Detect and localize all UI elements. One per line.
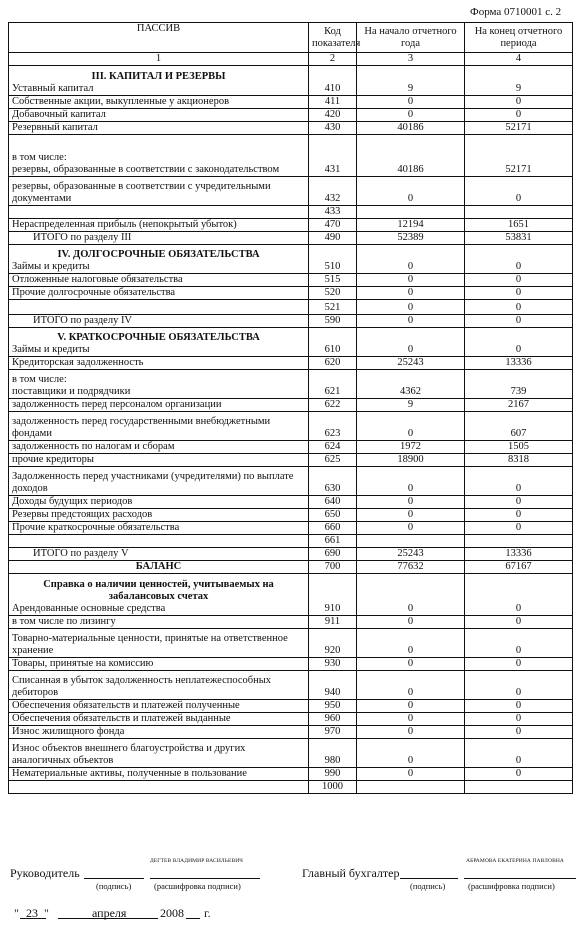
table-row (9, 66, 573, 96)
row-name: Собственные акции, выкупленные у акционеров (12, 96, 230, 107)
form-number: Форма 0710001 с. 2 (470, 6, 562, 18)
row-start-value: 0 (357, 509, 465, 522)
row-start-value: 25243 (357, 357, 465, 370)
section-title: Справка о наличии ценностей, учитываемых на забалансовых счетах (43, 579, 274, 602)
row-name-cell (9, 412, 309, 441)
row-start-value: 0 (357, 713, 465, 726)
row-end-value: 0 (465, 629, 573, 658)
date-day: 23 (26, 906, 38, 920)
row-name-cell (9, 548, 309, 561)
accountant-signature-line (400, 878, 458, 879)
row-name-cell (9, 66, 309, 96)
row-end-value: 0 (465, 315, 573, 328)
row-name-cell (9, 700, 309, 713)
row-start-value: 40186 (357, 122, 465, 135)
row-start-value: 1972 (357, 441, 465, 454)
row-code: 621 (309, 370, 357, 399)
header-num: 3 (357, 53, 465, 66)
row-name-cell (9, 467, 309, 496)
row-start-value: 0 (357, 496, 465, 509)
table-row (9, 454, 573, 467)
row-name: Займы и кредиты (12, 344, 90, 355)
row-end-value: 53831 (465, 232, 573, 245)
row-code: 590 (309, 315, 357, 328)
row-name-cell (9, 441, 309, 454)
date-open-quote: " (14, 906, 19, 920)
row-start-value: 4362 (357, 370, 465, 399)
table-row (9, 629, 573, 658)
table-row (9, 671, 573, 700)
table-row (9, 399, 573, 412)
row-name: Арендованные основные средства (12, 603, 166, 614)
row-start-value: 0 (357, 700, 465, 713)
table-row (9, 441, 573, 454)
row-name: в том числе по лизингу (12, 616, 116, 627)
row-name: Списанная в убыток задолженность неплатежеспособных дебиторов (12, 675, 272, 698)
row-start-value: 40186 (357, 135, 465, 177)
row-name: Займы и кредиты (12, 261, 90, 272)
table-row (9, 616, 573, 629)
accountant-name: АБРАМОВА ЕКАТЕРИНА ПАВЛОВНА (466, 858, 564, 864)
row-code: 470 (309, 219, 357, 232)
row-name: задолженность перед персоналом организации (12, 399, 222, 410)
table-row (9, 287, 573, 300)
row-code: 911 (309, 616, 357, 629)
row-start-value: 0 (357, 658, 465, 671)
row-name-cell (9, 177, 309, 206)
row-name: задолженность перед государственными внебюджетными фондами (12, 416, 271, 439)
header-num: 1 (9, 53, 309, 66)
row-end-value: 0 (465, 768, 573, 781)
row-name-cell (9, 274, 309, 287)
row-end-value: 0 (465, 245, 573, 274)
header-start: На начало отчетного года (357, 23, 465, 53)
row-code: 624 (309, 441, 357, 454)
row-name: Задолженность перед участниками (учредителями) по выплате доходов (12, 471, 294, 494)
row-name: ИТОГО по разделу V (33, 548, 129, 559)
table-row (9, 328, 573, 357)
section-title: V. КРАТКОСРОЧНЫЕ ОБЯЗАТЕЛЬСТВА (57, 332, 260, 343)
accountant-label: Главный бухгалтер (302, 866, 400, 880)
row-name: в том числе: поставщики и подрядчики (12, 374, 131, 397)
row-name-cell (9, 671, 309, 700)
table-row (9, 509, 573, 522)
row-code: 610 (309, 328, 357, 357)
row-name: Нематериальные активы, полученные в пользование (12, 768, 247, 779)
row-name: прочие кредиторы (12, 454, 94, 465)
row-name: ИТОГО по разделу IV (33, 315, 133, 326)
row-code: 650 (309, 509, 357, 522)
row-end-value: 0 (465, 713, 573, 726)
table-row (9, 535, 573, 548)
row-name-cell (9, 370, 309, 399)
date-year: 2008 (160, 906, 184, 920)
row-start-value: 0 (357, 287, 465, 300)
row-start-value: 0 (357, 96, 465, 109)
row-name: Товары, принятые на комиссию (12, 658, 154, 669)
date-day-line (20, 918, 46, 919)
row-name: Обеспечения обязательств и платежей выданные (12, 713, 231, 724)
head-decode-caption: (расшифровка подписи) (154, 881, 241, 891)
row-end-value: 2167 (465, 399, 573, 412)
date-year-line (186, 918, 200, 919)
row-end-value: 0 (465, 509, 573, 522)
row-end-value: 52171 (465, 122, 573, 135)
row-name-cell (9, 399, 309, 412)
row-code: 640 (309, 496, 357, 509)
row-code: 990 (309, 768, 357, 781)
row-end-value: 0 (465, 739, 573, 768)
row-name-cell (9, 109, 309, 122)
row-start-value: 0 (357, 274, 465, 287)
row-start-value: 52389 (357, 232, 465, 245)
table-row (9, 574, 573, 616)
table-row (9, 315, 573, 328)
accountant-decode-caption: (расшифровка подписи) (468, 881, 555, 891)
row-name-cell (9, 454, 309, 467)
row-end-value: 13336 (465, 357, 573, 370)
row-name: Нераспределенная прибыль (непокрытый убыток) (12, 219, 237, 230)
table-row (9, 768, 573, 781)
row-name-cell (9, 357, 309, 370)
row-end-value: 0 (465, 109, 573, 122)
row-code: 661 (309, 535, 357, 548)
row-code: 950 (309, 700, 357, 713)
header-code: Код показателя (309, 23, 357, 53)
row-end-value: 1505 (465, 441, 573, 454)
row-end-value: 0 (465, 300, 573, 315)
table-row (9, 135, 573, 177)
table-row (9, 522, 573, 535)
row-end-value: 67167 (465, 561, 573, 574)
date-close-quote: " (44, 906, 49, 920)
row-code: 660 (309, 522, 357, 535)
row-code: 630 (309, 467, 357, 496)
row-name: Резервы предстоящих расходов (12, 509, 153, 520)
row-end-value: 9 (465, 66, 573, 96)
row-code: 980 (309, 739, 357, 768)
row-end-value: 0 (465, 574, 573, 616)
row-code: 510 (309, 245, 357, 274)
row-end-value: 0 (465, 522, 573, 535)
date-month: апреля (92, 906, 127, 920)
head-signature-caption: (подпись) (96, 881, 132, 891)
table-row (9, 177, 573, 206)
row-end-value: 0 (465, 96, 573, 109)
row-start-value (357, 206, 465, 219)
row-name: Кредиторская задолженность (12, 357, 144, 368)
row-code: 910 (309, 574, 357, 616)
row-end-value: 0 (465, 177, 573, 206)
row-end-value: 0 (465, 726, 573, 739)
row-end-value: 1651 (465, 219, 573, 232)
row-end-value: 607 (465, 412, 573, 441)
row-end-value: 0 (465, 328, 573, 357)
table-row (9, 357, 573, 370)
row-name: БАЛАНС (135, 561, 182, 572)
row-start-value: 0 (357, 768, 465, 781)
row-start-value: 0 (357, 616, 465, 629)
row-name: Износ объектов внешнего благоустройства и других аналогичных объектов (12, 743, 246, 766)
head-label: Руководитель (10, 866, 80, 880)
head-signature-line (84, 878, 144, 879)
row-code: 920 (309, 629, 357, 658)
row-name-cell (9, 328, 309, 357)
row-code: 625 (309, 454, 357, 467)
row-name: Прочие долгосрочные обязательства (12, 287, 176, 298)
row-code: 410 (309, 66, 357, 96)
table-row (9, 96, 573, 109)
table-body (9, 66, 573, 794)
table-row (9, 219, 573, 232)
table-row (9, 548, 573, 561)
accountant-signature-caption: (подпись) (410, 881, 446, 891)
row-name-cell (9, 206, 309, 219)
row-end-value: 0 (465, 671, 573, 700)
row-start-value: 12194 (357, 219, 465, 232)
header-num: 2 (309, 53, 357, 66)
table-row (9, 122, 573, 135)
row-name-cell (9, 245, 309, 274)
row-name: ИТОГО по разделу III (33, 232, 132, 243)
row-name: Резервный капитал (12, 122, 98, 133)
row-name-cell (9, 219, 309, 232)
row-name-cell (9, 522, 309, 535)
table-row (9, 206, 573, 219)
row-name-cell (9, 726, 309, 739)
table-row (9, 245, 573, 274)
row-end-value: 0 (465, 467, 573, 496)
row-name-cell (9, 287, 309, 300)
table-row (9, 781, 573, 794)
row-name-cell (9, 96, 309, 109)
row-code: 420 (309, 109, 357, 122)
row-name-cell (9, 616, 309, 629)
row-name-cell (9, 781, 309, 794)
accountant-decode-line (464, 878, 576, 879)
section-title: IV. ДОЛГОСРОЧНЫЕ ОБЯЗАТЕЛЬСТВА (57, 249, 260, 260)
row-code: 970 (309, 726, 357, 739)
table-row (9, 300, 573, 315)
row-name: в том числе: резервы, образованные в соответствии с законодательством (12, 152, 280, 175)
row-start-value: 18900 (357, 454, 465, 467)
row-name: Доходы будущих периодов (12, 496, 133, 507)
table-row (9, 713, 573, 726)
row-name-cell (9, 135, 309, 177)
row-end-value: 0 (465, 700, 573, 713)
row-start-value: 0 (357, 467, 465, 496)
row-end-value: 13336 (465, 548, 573, 561)
table-row (9, 496, 573, 509)
row-start-value: 0 (357, 412, 465, 441)
row-name-cell (9, 574, 309, 616)
row-end-value: 8318 (465, 454, 573, 467)
row-end-value (465, 535, 573, 548)
table-row (9, 726, 573, 739)
row-code: 622 (309, 399, 357, 412)
row-name-cell (9, 496, 309, 509)
row-name-cell (9, 300, 309, 315)
row-name: Отложенные налоговые обязательства (12, 274, 183, 285)
row-name: резервы, образованные в соответствии с учредительными документами (12, 181, 271, 204)
head-name: ДЕГТЕВ ВЛАДИМИР ВАСИЛЬЕВИЧ (150, 858, 243, 864)
row-start-value: 9 (357, 399, 465, 412)
row-start-value (357, 781, 465, 794)
row-code: 432 (309, 177, 357, 206)
row-name-cell (9, 509, 309, 522)
row-name-cell (9, 768, 309, 781)
table-row (9, 561, 573, 574)
row-code: 430 (309, 122, 357, 135)
row-start-value: 0 (357, 245, 465, 274)
row-start-value: 0 (357, 328, 465, 357)
row-end-value: 0 (465, 274, 573, 287)
table-row (9, 412, 573, 441)
head-decode-line (150, 878, 260, 879)
row-code: 960 (309, 713, 357, 726)
table-row (9, 739, 573, 768)
row-end-value (465, 781, 573, 794)
liabilities-table (8, 22, 573, 794)
row-start-value: 0 (357, 315, 465, 328)
row-name: Износ жилищного фонда (12, 726, 125, 737)
row-name-cell (9, 561, 309, 574)
row-name-cell (9, 629, 309, 658)
row-start-value: 0 (357, 739, 465, 768)
row-start-value: 0 (357, 726, 465, 739)
row-start-value: 0 (357, 522, 465, 535)
row-name-cell (9, 535, 309, 548)
table-row (9, 370, 573, 399)
row-name: Товарно-материальные ценности, принятые на ответственное хранение (12, 633, 288, 656)
row-start-value: 0 (357, 300, 465, 315)
row-code: 930 (309, 658, 357, 671)
row-end-value: 0 (465, 496, 573, 509)
table-row (9, 658, 573, 671)
row-code: 623 (309, 412, 357, 441)
row-code: 520 (309, 287, 357, 300)
row-start-value: 77632 (357, 561, 465, 574)
row-start-value: 9 (357, 66, 465, 96)
row-name-cell (9, 315, 309, 328)
row-start-value: 0 (357, 177, 465, 206)
date-month-line (58, 918, 158, 919)
row-code: 433 (309, 206, 357, 219)
row-name: Уставный капитал (12, 83, 94, 94)
section-title: III. КАПИТАЛ И РЕЗЕРВЫ (91, 71, 226, 82)
row-end-value: 739 (465, 370, 573, 399)
row-start-value: 25243 (357, 548, 465, 561)
row-start-value (357, 535, 465, 548)
row-code: 411 (309, 96, 357, 109)
row-code: 515 (309, 274, 357, 287)
row-end-value: 52171 (465, 135, 573, 177)
table-row (9, 232, 573, 245)
row-code: 620 (309, 357, 357, 370)
row-start-value: 0 (357, 629, 465, 658)
row-name: Обеспечения обязательств и платежей полученные (12, 700, 240, 711)
row-code: 690 (309, 548, 357, 561)
row-name-cell (9, 122, 309, 135)
row-code: 1000 (309, 781, 357, 794)
row-name: Добавочный капитал (12, 109, 106, 120)
row-name: задолженность по налогам и сборам (12, 441, 175, 452)
row-name-cell (9, 739, 309, 768)
row-code: 490 (309, 232, 357, 245)
row-name: Прочие краткосрочные обязательства (12, 522, 180, 533)
table-row (9, 700, 573, 713)
row-end-value: 0 (465, 287, 573, 300)
row-start-value: 0 (357, 671, 465, 700)
header-num: 4 (465, 53, 573, 66)
header-end: На конец отчетного периода (465, 23, 573, 53)
row-end-value: 0 (465, 616, 573, 629)
row-end-value: 0 (465, 658, 573, 671)
date-suffix: г. (204, 906, 211, 920)
row-end-value (465, 206, 573, 219)
row-start-value: 0 (357, 574, 465, 616)
row-name-cell (9, 232, 309, 245)
row-name-cell (9, 713, 309, 726)
table-row (9, 109, 573, 122)
table-row (9, 274, 573, 287)
row-code: 521 (309, 300, 357, 315)
header-name: ПАССИВ (9, 23, 309, 53)
row-start-value: 0 (357, 109, 465, 122)
row-code: 700 (309, 561, 357, 574)
row-code: 431 (309, 135, 357, 177)
table-row (9, 467, 573, 496)
row-name-cell (9, 658, 309, 671)
row-code: 940 (309, 671, 357, 700)
